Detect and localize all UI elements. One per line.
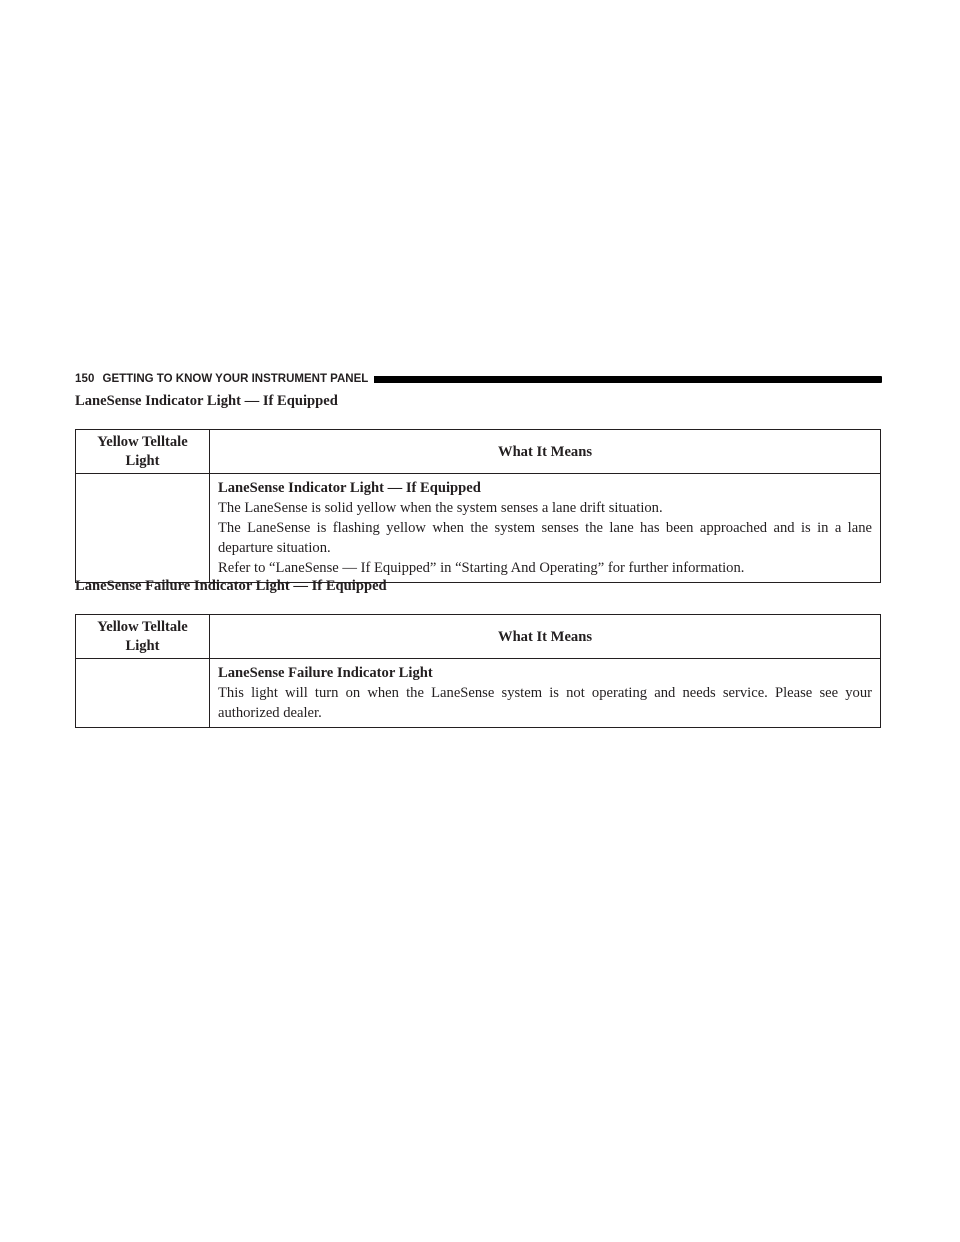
meaning-line: This light will turn on when the LaneSense system is not operating and needs service. Please see your authorized dealer. bbox=[218, 685, 872, 721]
telltale-icon-cell bbox=[76, 659, 210, 728]
table-row bbox=[76, 474, 881, 583]
col-header-light-label: Yellow Telltale Light bbox=[97, 618, 188, 654]
table-header-row bbox=[76, 430, 881, 474]
table-row bbox=[76, 659, 881, 728]
section-title-lanesense-indicator: LaneSense Indicator Light — If Equipped bbox=[75, 393, 338, 409]
telltale-table-lanesense-failure bbox=[75, 614, 881, 728]
chapter-title: GETTING TO KNOW YOUR INSTRUMENT PANEL bbox=[102, 373, 369, 385]
meaning-cell bbox=[210, 474, 881, 583]
col-header-meaning: What It Means bbox=[210, 615, 881, 659]
telltale-icon-cell bbox=[76, 474, 210, 583]
section-title-lanesense-failure: LaneSense Failure Indicator Light — If Equipped bbox=[75, 578, 387, 594]
meaning-line: The LaneSense is flashing yellow when the system senses the lane has been approached and is in a lane departure situation. bbox=[218, 520, 872, 556]
page-number: 150 bbox=[75, 373, 95, 385]
header-rule bbox=[374, 376, 882, 383]
meaning-cell bbox=[210, 659, 881, 728]
col-header-light bbox=[76, 430, 210, 474]
col-header-light-label: Yellow Telltale Light bbox=[97, 433, 188, 469]
meaning-line: The LaneSense is solid yellow when the system senses a lane drift situation. bbox=[218, 500, 663, 516]
meaning-title: LaneSense Failure Indicator Light bbox=[218, 665, 433, 681]
table-header-row bbox=[76, 615, 881, 659]
col-header-light bbox=[76, 615, 210, 659]
meaning-title: LaneSense Indicator Light — If Equipped bbox=[218, 480, 481, 496]
page-header bbox=[75, 371, 882, 387]
col-header-meaning: What It Means bbox=[210, 430, 881, 474]
telltale-table-lanesense-indicator bbox=[75, 429, 881, 583]
meaning-line: Refer to “LaneSense — If Equipped” in “Starting And Operating” for further information. bbox=[218, 560, 745, 576]
